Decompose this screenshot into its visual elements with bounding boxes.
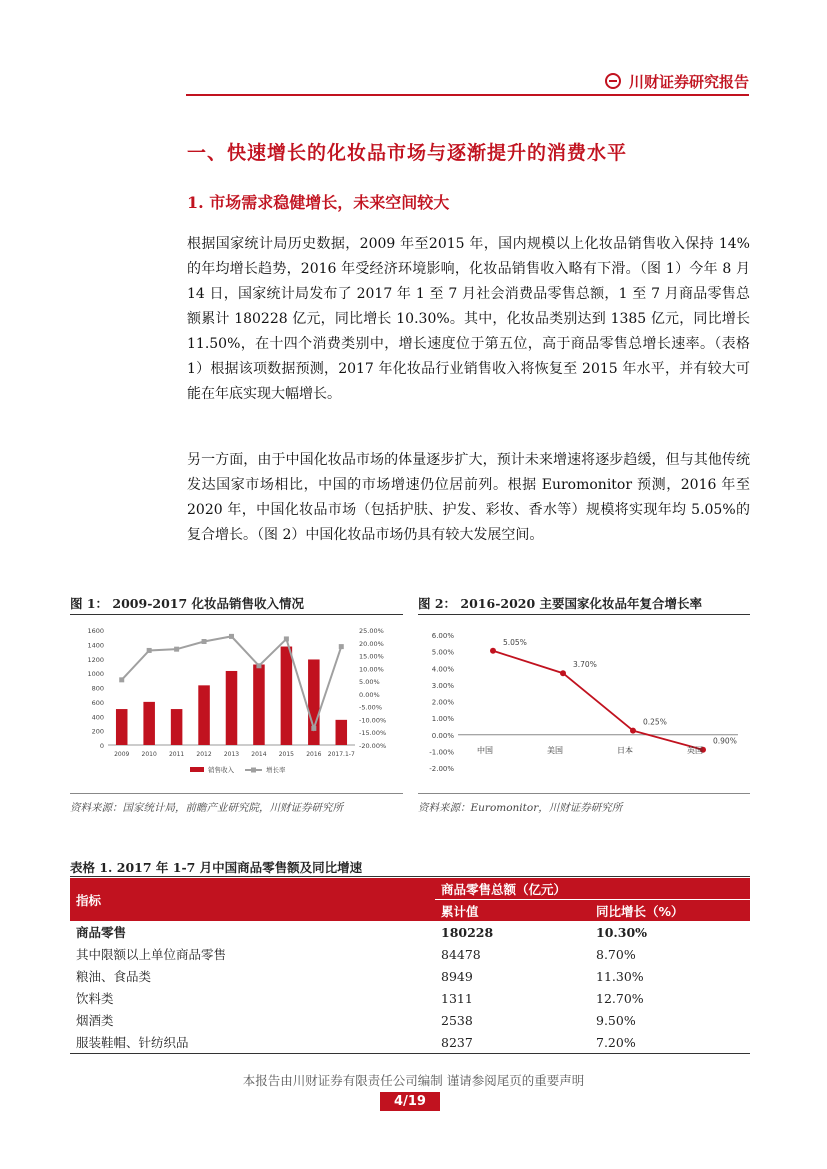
table-row [70,1031,750,1054]
row-name: 其中限额以上单位商品零售 [76,947,227,962]
row-cumulative: 8237 [435,1031,590,1054]
report-brand [605,70,749,92]
subsection-title: 1. 市场需求稳健增长，未来空间较大 [187,193,450,212]
y-tick-label: 1.00% [431,715,454,724]
table-title: 表格 1. 2017 年 1-7 月中国商品零售额及同比增速 [70,860,363,875]
x-tick-label: 美国 [547,745,563,755]
y-tick-label: 5.00% [431,648,454,657]
x-tick-label: 2014 [251,751,267,758]
right-axis-tick-label: -5.00% [359,703,382,712]
x-tick-label: 2013 [223,751,240,758]
sales-bar [198,685,210,745]
right-axis-tick-label: 15.00% [359,652,384,661]
y-tick-label: 2.00% [431,698,454,707]
row-yoy: 10.30% [596,924,648,940]
growth-point [229,634,234,639]
header-yoy: 同比增长（%） [590,900,750,922]
table-row [70,965,750,987]
legend-sales-label: 销售收入 [208,766,234,774]
figure1-chart [70,620,403,790]
left-axis-tick-label: 400 [91,713,104,722]
row-cumulative: 2538 [441,1012,473,1028]
y-tick-label: -1.00% [429,748,454,757]
right-axis-tick-label: -15.00% [359,729,387,738]
row-name: 饮料类 [76,991,114,1006]
figure2-source: 资料来源：Euromonitor，川财证券研究所 [418,802,623,814]
row-yoy: 9.50% [596,1012,636,1028]
y-tick-label: 4.00% [431,665,454,674]
growth-point [202,639,207,644]
x-tick-label: 日本 [617,745,633,755]
figure1-title: 图 1： 2009-2017 化妆品销售收入情况 [70,596,305,611]
row-yoy: 7.20% [590,1031,750,1054]
sales-bar [226,671,238,745]
y-tick-label: 0.00% [431,731,454,740]
row-cumulative: 1311 [441,990,473,1006]
cagr-data-label: 5.05% [503,637,527,647]
x-tick-label: 2011 [168,751,185,758]
paragraph-2: 另一方面，由于中国化妆品市场的体量逐步扩大，预计未来增速将逐步趋缓，但与其他传统发达国家市场相比，中国的市场增速仍位居前列。根据 Euromonitor 预测，2016 年至 2020 年，中国化妆品市场（包括护肤、护发、彩妆、香水等）规模将实现年均 5.05%的复合增长。（图 2）中国化妆品市场仍具有较大发展空间。 [187,452,750,543]
legend-growth-label: 增长率 [266,766,286,774]
table-row [70,1009,750,1031]
right-axis-tick-label: -10.00% [359,716,387,725]
row-yoy: 11.30% [596,968,644,984]
brand-name: 川财证券研究报告 [628,72,749,91]
growth-point [339,644,344,649]
row-cumulative: 180228 [441,924,494,940]
table-row [70,921,750,943]
growth-point [147,648,152,653]
y-tick-label: -2.00% [429,765,454,773]
header-indicator: 指标 [70,878,435,921]
y-tick-label: 6.00% [431,632,454,640]
sales-bar [281,647,293,745]
left-axis-tick-label: 800 [91,684,104,693]
figure2-top-rule [418,614,750,615]
left-axis-tick-label: 0 [99,742,104,750]
growth-point [311,726,316,731]
figure1-source: 资料来源：国家统计局，前瞻产业研究院，川财证券研究所 [70,802,343,814]
sales-bar [253,665,265,746]
cagr-data-label: 0.25% [643,717,667,727]
header-divider [186,94,749,96]
right-axis-tick-label: 20.00% [359,639,384,648]
paragraph-1: 根据国家统计局历史数据，2009 年至2015 年，国内规模以上化妆品销售收入保持 14%的年均增长趋势，2016 年受经济环境影响，化妆品销售收入略有下滑。（图 1）今年 8 月 14 日，国家统计局发布了 2017 年 1 至 7 月社会消费品零售总额，1 至 7 月商品零售总额累计 180228 亿元，同比增长 10.30%。其中，化妆品类别达到 1385 亿元，同比增长 11.50%，在十四个消费类别中，增长速度位于第五位，高于商品零售总增长速率。（表格 1）根据该项数据预测，2017 年化妆品行业销售收入将恢复至 2015 年水平，并有较大可能在年底实现大幅增长。 [187,236,750,402]
cagr-point [490,648,496,654]
growth-point [174,647,179,652]
left-axis-tick-label: 1600 [87,627,104,635]
sales-bar [171,709,183,745]
sales-bar [308,659,320,745]
left-axis-tick-label: 1200 [87,655,104,664]
row-name: 粮油、食品类 [76,969,152,984]
left-axis-tick-label: 1400 [87,641,104,650]
retail-table [70,878,750,1054]
row-name: 服装鞋帽、针纺织品 [70,1031,435,1054]
figure2-chart [418,620,750,790]
table-row [70,943,750,965]
sales-bar [336,720,348,745]
footer-disclaimer: 本报告由川财证券有限责任公司编制 谨请参阅尾页的重要声明 [242,1073,585,1088]
header-cumulative: 累计值 [435,900,590,922]
x-tick-label: 中国 [477,745,493,755]
x-tick-label: 英国 [687,745,703,755]
cagr-point [630,728,636,734]
sales-bar [143,702,155,745]
growth-point [256,663,261,668]
row-name: 烟酒类 [76,1013,114,1028]
table-row [70,987,750,1009]
x-tick-label: 2010 [141,751,157,758]
row-yoy: 12.70% [596,990,644,1006]
figure2-bottom-rule [418,793,750,794]
row-cumulative: 84478 [441,946,481,962]
x-tick-label: 2015 [278,751,295,758]
right-axis-tick-label: -20.00% [359,742,387,750]
left-axis-tick-label: 200 [91,727,104,736]
x-tick-label: 2012 [196,751,212,758]
right-axis-tick-label: 10.00% [359,665,384,674]
sales-bar [116,709,128,745]
cagr-data-label: 3.70% [573,660,597,670]
right-axis-tick-label: 25.00% [359,627,384,635]
figure2-title: 图 2： 2016-2020 主要国家化妆品年复合增长率 [418,596,703,611]
row-cumulative: 8949 [441,968,473,984]
figure1-bottom-rule [70,793,403,794]
table-title-rule [70,876,750,877]
row-name: 商品零售 [76,925,127,940]
x-tick-label: 2009 [114,751,130,758]
brand-logo-icon [605,73,621,89]
cagr-point [560,670,566,676]
figure1-top-rule [70,614,403,615]
growth-point [284,636,289,641]
page-number: 4/19 [380,1092,440,1111]
row-yoy: 8.70% [596,946,636,962]
header-retail-total: 商品零售总额（亿元） [435,878,750,900]
cagr-data-label: 0.90% [713,736,737,746]
right-axis-tick-label: 5.00% [359,678,380,687]
section-title: 一、快速增长的化妆品市场与逐渐提升的消费水平 [187,142,628,164]
left-axis-tick-label: 600 [91,698,104,707]
x-tick-label: 2017.1-7 [327,751,355,758]
right-axis-tick-label: 0.00% [359,690,380,699]
growth-point [119,677,124,682]
y-tick-label: 3.00% [431,681,454,690]
left-axis-tick-label: 1000 [87,670,104,679]
legend-growth-marker [251,768,256,773]
legend-sales-swatch [190,767,204,772]
x-tick-label: 2016 [306,751,322,758]
